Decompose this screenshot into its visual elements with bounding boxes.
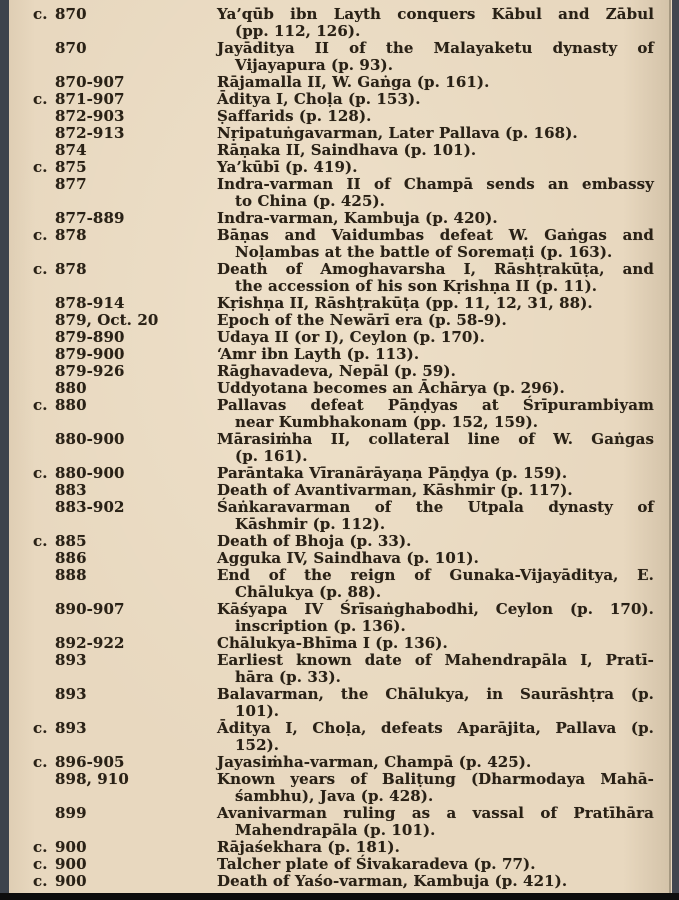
entry-date [0,380,217,397]
entry-date [0,686,217,703]
entry-date [0,397,217,414]
entry-date-year: 879-900 [55,345,125,363]
entry-description [217,771,654,805]
entry-date [0,567,217,584]
entry-line: ‘Amr ibn Layth (p. 113). [217,345,420,363]
entry-date [0,465,217,482]
entry-date-year: 872-913 [55,124,125,142]
entry-line: Rājamalla II, W. Gaṅga (p. 161). [217,73,490,91]
entry-date [0,363,217,380]
entry-date-circa-prefix [33,550,55,567]
entry-line: Bāṇas and Vaidumbas defeat W. Gaṅgas and [217,226,654,244]
entry-date-circa-prefix [33,771,55,788]
chronology-entry [0,329,679,346]
entry-line: Pallavas defeat Pāṇḍyas at Śrīpurambiyam [217,396,654,414]
entry-line: Ya’kūbī (p. 419). [217,158,358,176]
chronology-entry [0,550,679,567]
entry-date [0,652,217,669]
entry-line: Rājaśekhara (p. 181). [217,838,400,856]
entry-description [217,465,654,482]
entry-description [217,499,654,533]
chronology-entry [0,261,679,295]
chronology-entry [0,839,679,856]
entry-description [217,431,654,465]
entry-date-circa-prefix [33,176,55,193]
entry-description [217,346,654,363]
entry-date [0,720,217,737]
entry-date-year: 878 [55,260,87,278]
entry-line: Earliest known date of Mahendrapāla I, Pratī- [217,651,654,669]
entry-date-circa-prefix [33,380,55,397]
entry-date-circa-prefix [33,40,55,57]
entry-date-year: 878 [55,226,87,244]
chronology-entry [0,40,679,74]
entry-date-year: 880 [55,379,87,397]
entry-date [0,142,217,159]
chronology-entry [0,108,679,125]
chronology-entry [0,295,679,312]
entry-date-circa-prefix [33,125,55,142]
entry-date-year: 870 [55,5,87,23]
entry-description [217,805,654,839]
entry-line: Parāntaka Vīranārāyaṇa Pāṇḍya (p. 159). [217,464,568,482]
entry-description [217,567,654,601]
chronology-entry [0,380,679,397]
entry-date-year: 883-902 [55,498,125,516]
entry-description [217,652,654,686]
scan-bottom-black-bar [0,893,679,900]
entry-description [217,482,654,499]
entry-description [217,720,654,754]
entry-date-circa-prefix: c. [33,719,48,737]
entry-date-circa-prefix: c. [33,5,48,23]
entry-description [217,686,654,720]
entry-date [0,482,217,499]
paper-overlay [9,0,669,893]
chronology-entry [0,159,679,176]
entry-date [0,159,217,176]
entry-description [217,6,654,40]
entry-date-circa-prefix: c. [33,532,48,550]
entry-date-year: 880-900 [55,430,125,448]
entry-line: Balavarman, the Chālukya, in Saurāshṭra (p. [217,685,654,703]
entry-line: śambhu), Java (p. 428). [235,787,434,805]
entry-line: End of the reign of Gunaka-Vijayāditya, E. [217,566,654,584]
chronology-entry [0,754,679,771]
entry-date [0,856,217,873]
entry-date-circa-prefix [33,635,55,652]
entry-date-year: 883 [55,481,87,499]
entry-date-year: 898, 910 [55,770,129,788]
entry-date [0,805,217,822]
entry-date-year: 892-922 [55,634,125,652]
entry-description [217,210,654,227]
entry-line: Āditya I, Choḷa, defeats Aparājita, Pallava (p. [217,719,654,737]
entry-line: Kṛishṇa II, Rāshṭrakūṭa (pp. 11, 12, 31, 88). [217,294,593,312]
entry-date [0,91,217,108]
entry-line: Nṛipatuṅgavarman, Later Pallava (p. 168). [217,124,578,142]
entry-line: Death of Amoghavarsha I, Rāshṭrakūṭa, and [217,260,654,278]
chronology-entry [0,533,679,550]
entry-date-year: 888 [55,566,87,584]
chronology-entry [0,567,679,601]
entry-date-year: 886 [55,549,87,567]
entry-line: Mahendrapāla (p. 101). [235,821,436,839]
entry-date-circa-prefix [33,346,55,363]
entry-date-circa-prefix [33,295,55,312]
chronology-entry [0,312,679,329]
entry-date-circa-prefix: c. [33,872,48,890]
chronology-entry [0,635,679,652]
entry-line: Āditya I, Choḷa (p. 153). [217,90,421,108]
entry-date-year: 893 [55,685,87,703]
entry-date [0,635,217,652]
entry-date-year: 872-903 [55,107,125,125]
entry-date [0,550,217,567]
entry-date-circa-prefix: c. [33,464,48,482]
entry-date [0,176,217,193]
entry-date-circa-prefix [33,652,55,669]
entry-description [217,380,654,397]
entry-date-circa-prefix [33,312,55,329]
chronology-entry [0,482,679,499]
chronology-list [0,6,679,890]
chronology-entry [0,210,679,227]
entry-date [0,839,217,856]
entry-description [217,550,654,567]
chronology-entry [0,176,679,210]
entry-date-year: 870-907 [55,73,125,91]
entry-line: Talcher plate of Śivakaradeva (p. 77). [217,855,536,873]
entry-description [217,601,654,635]
chronology-entry [0,431,679,465]
entry-date-circa-prefix [33,601,55,618]
entry-date [0,499,217,516]
entry-description [217,125,654,142]
entry-date-circa-prefix [33,805,55,822]
entry-date-circa-prefix [33,210,55,227]
entry-line: Ya’qūb ibn Layth conquers Kābul and Zābul [217,5,654,23]
entry-date-year: 900 [55,872,87,890]
entry-date-circa-prefix [33,142,55,159]
entry-date-circa-prefix [33,567,55,584]
chronology-entry [0,499,679,533]
entry-date [0,601,217,618]
chronology-entry [0,465,679,482]
entry-line: Death of Avantivarman, Kāshmir (p. 117). [217,481,573,499]
entry-date [0,227,217,244]
entry-description [217,397,654,431]
entry-date-year: 880 [55,396,87,414]
entry-line: Mārasiṁha II, collateral line of W. Gaṅgas [217,430,654,448]
entry-description [217,329,654,346]
entry-line: near Kumbhakonam (pp. 152, 159). [235,413,539,431]
entry-description [217,295,654,312]
entry-date [0,754,217,771]
entry-date [0,40,217,57]
entry-date-circa-prefix [33,74,55,91]
entry-line: Death of Yaśo-varman, Kambuja (p. 421). [217,872,568,890]
chronology-entry [0,601,679,635]
chronology-entry [0,142,679,159]
entry-date [0,533,217,550]
entry-line: Epoch of the Newārī era (p. 58-9). [217,311,507,329]
chronology-entry [0,771,679,805]
entry-date-circa-prefix: c. [33,838,48,856]
entry-description [217,227,654,261]
entry-date-circa-prefix: c. [33,226,48,244]
entry-description [217,40,654,74]
entry-line: Uddyotana becomes an Āchārya (p. 296). [217,379,565,397]
entry-date [0,108,217,125]
entry-date [0,771,217,788]
entry-date-year: 893 [55,719,87,737]
entry-description [217,108,654,125]
entry-date [0,431,217,448]
entry-date-year: 890-907 [55,600,125,618]
entry-date-year: 879-890 [55,328,125,346]
entry-date-year: 899 [55,804,87,822]
chronology-entry [0,873,679,890]
entry-line: (pp. 112, 126). [235,22,361,40]
entry-date-year: 875 [55,158,87,176]
entry-line: Indra-varman II of Champā sends an embassy [217,175,654,193]
entry-date-circa-prefix: c. [33,90,48,108]
entry-date [0,873,217,890]
entry-description [217,261,654,295]
entry-date-year: 879-926 [55,362,125,380]
chronology-entry [0,652,679,686]
entry-line: hāra (p. 33). [235,668,341,686]
entry-line: Chālukya-Bhīma I (p. 136). [217,634,448,652]
entry-line: Noḷambas at the battle of Soremaṭi (p. 163). [235,243,613,261]
entry-date-circa-prefix: c. [33,396,48,414]
entry-line: Vijayapura (p. 93). [235,56,394,74]
chronology-entry [0,856,679,873]
entry-line: 101). [235,702,280,720]
entry-line: Ṣaffarids (p. 128). [217,107,372,125]
entry-description [217,91,654,108]
entry-description [217,159,654,176]
entry-line: to China (p. 425). [235,192,386,210]
entry-line: Udaya II (or I), Ceylon (p. 170). [217,328,485,346]
entry-date-circa-prefix: c. [33,855,48,873]
entry-date-year: 885 [55,532,87,550]
chronology-entry [0,74,679,91]
entry-line: Death of Bhoja (p. 33). [217,532,412,550]
entry-description [217,873,654,890]
entry-date-year: 878-914 [55,294,125,312]
entry-description [217,312,654,329]
entry-date [0,125,217,142]
entry-date-year: 900 [55,838,87,856]
entry-line: Known years of Baliṭung (Dharmodaya Mahā- [217,770,654,788]
entry-date-circa-prefix [33,431,55,448]
entry-date [0,210,217,227]
chronology-entry [0,397,679,431]
entry-line: Avanivarman ruling as a vassal of Pratīhāra [217,804,654,822]
entry-description [217,142,654,159]
entry-date-circa-prefix [33,499,55,516]
entry-description [217,176,654,210]
entry-line: Rāṇaka II, Saindhava (p. 101). [217,141,477,159]
entry-description [217,74,654,91]
entry-date-year: 877-889 [55,209,125,227]
entry-description [217,363,654,380]
chronology-entry [0,346,679,363]
chronology-entry [0,6,679,40]
entry-date [0,6,217,23]
entry-date [0,312,217,329]
entry-line: Jayāditya II of the Malayaketu dynasty of [217,39,654,57]
entry-date-year: 900 [55,855,87,873]
entry-line: (p. 161). [235,447,308,465]
entry-date-year: 870 [55,39,87,57]
chronology-entry [0,125,679,142]
entry-description [217,839,654,856]
entry-date-circa-prefix [33,363,55,380]
entry-date-year: 874 [55,141,87,159]
entry-date [0,261,217,278]
chronology-entry [0,227,679,261]
chronology-entry [0,686,679,720]
chronology-entry [0,363,679,380]
entry-line: Agguka IV, Saindhava (p. 101). [217,549,479,567]
entry-line: Kāśyapa IV Śrīsaṅghabodhi, Ceylon (p. 170). [217,600,654,618]
entry-date-circa-prefix: c. [33,753,48,771]
entry-description [217,635,654,652]
chronology-entry [0,91,679,108]
entry-line: Kāshmir (p. 112). [235,515,386,533]
entry-line: inscription (p. 136). [235,617,406,635]
entry-date [0,295,217,312]
entry-date-circa-prefix: c. [33,158,48,176]
entry-description [217,856,654,873]
entry-date-year: 896-905 [55,753,125,771]
entry-line: Chālukya (p. 88). [235,583,382,601]
entry-date-circa-prefix [33,482,55,499]
entry-date-year: 879, Oct. 20 [55,311,159,329]
entry-date-year: 877 [55,175,87,193]
entry-date [0,74,217,91]
entry-date [0,329,217,346]
entry-date-circa-prefix: c. [33,260,48,278]
entry-date-year: 880-900 [55,464,125,482]
chronology-entry [0,720,679,754]
chronology-entry [0,805,679,839]
entry-line: Indra-varman, Kambuja (p. 420). [217,209,498,227]
entry-date-circa-prefix [33,108,55,125]
entry-line: Jayasiṁha-varman, Champā (p. 425). [217,753,532,771]
entry-date-circa-prefix [33,329,55,346]
entry-description [217,533,654,550]
entry-date [0,346,217,363]
entry-date-year: 893 [55,651,87,669]
entry-date-circa-prefix [33,686,55,703]
entry-line: Śaṅkaravarman of the Utpala dynasty of [217,498,654,516]
entry-description [217,754,654,771]
entry-date-year: 871-907 [55,90,125,108]
entry-line: the accession of his son Kṛishṇa II (p. 11). [235,277,598,295]
entry-line: Rāghavadeva, Nepāl (p. 59). [217,362,456,380]
entry-line: 152). [235,736,280,754]
